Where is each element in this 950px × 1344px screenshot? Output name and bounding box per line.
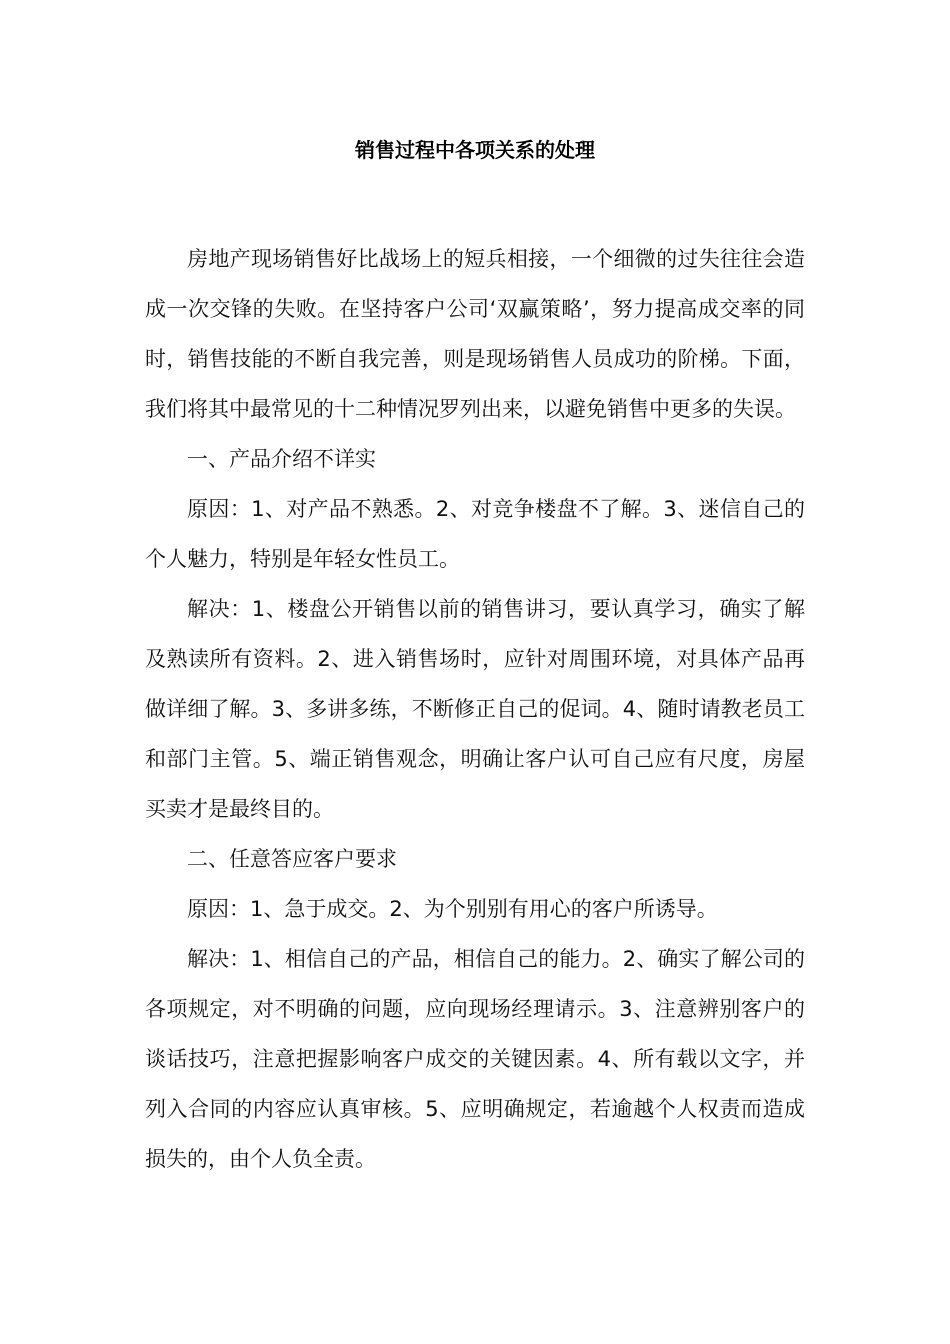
section-heading-1: 一、产品介绍不详实 [187,447,376,471]
section-heading-2: 二、任意答应客户要求 [187,847,397,871]
paragraph-intro: 房地产现场销售好比战场上的短兵相接，一个细微的过失往往会造成一次交锋的失败。在坚持客户公司‘双赢策略’，努力提高成交率的同时，销售技能的不断自我完善，则是现场销售人员成功的阶梯。下面，我们将其中最常见的十二种情况罗列出来，以避免销售中更多的失误。 [145,247,805,421]
document-body [145,234,805,1184]
paragraph-cause-1: 原因：1、对产品不熟悉。2、对竞争楼盘不了解。3、迷信自己的个人魅力，特别是年轻女性员工。 [145,497,805,571]
paragraph-solution-1: 解决：1、楼盘公开销售以前的销售讲习，要认真学习，确实了解及熟读所有资料。2、进入销售场时，应针对周围环境，对具体产品再做详细了解。3、多讲多练，不断修正自己的促词。4、随时请教老员工和部门主管。5、端正销售观念，明确让客户认可自己应有尺度，房屋买卖才是最终目的。 [145,597,805,821]
document-title: 销售过程中各项关系的处理 [355,138,595,162]
paragraph-cause-2: 原因：1、急于成交。2、为个别别有用心的客户所诱导。 [187,897,718,921]
paragraph-solution-2: 解决：1、相信自己的产品，相信自己的能力。2、确实了解公司的各项规定，对不明确的问题，应向现场经理请示。3、注意辨别客户的谈话技巧，注意把握影响客户成交的关键因素。4、所有载以文字，并列入合同的内容应认真审核。5、应明确规定，若逾越个人权责而造成损失的，由个人负全责。 [145,947,805,1171]
